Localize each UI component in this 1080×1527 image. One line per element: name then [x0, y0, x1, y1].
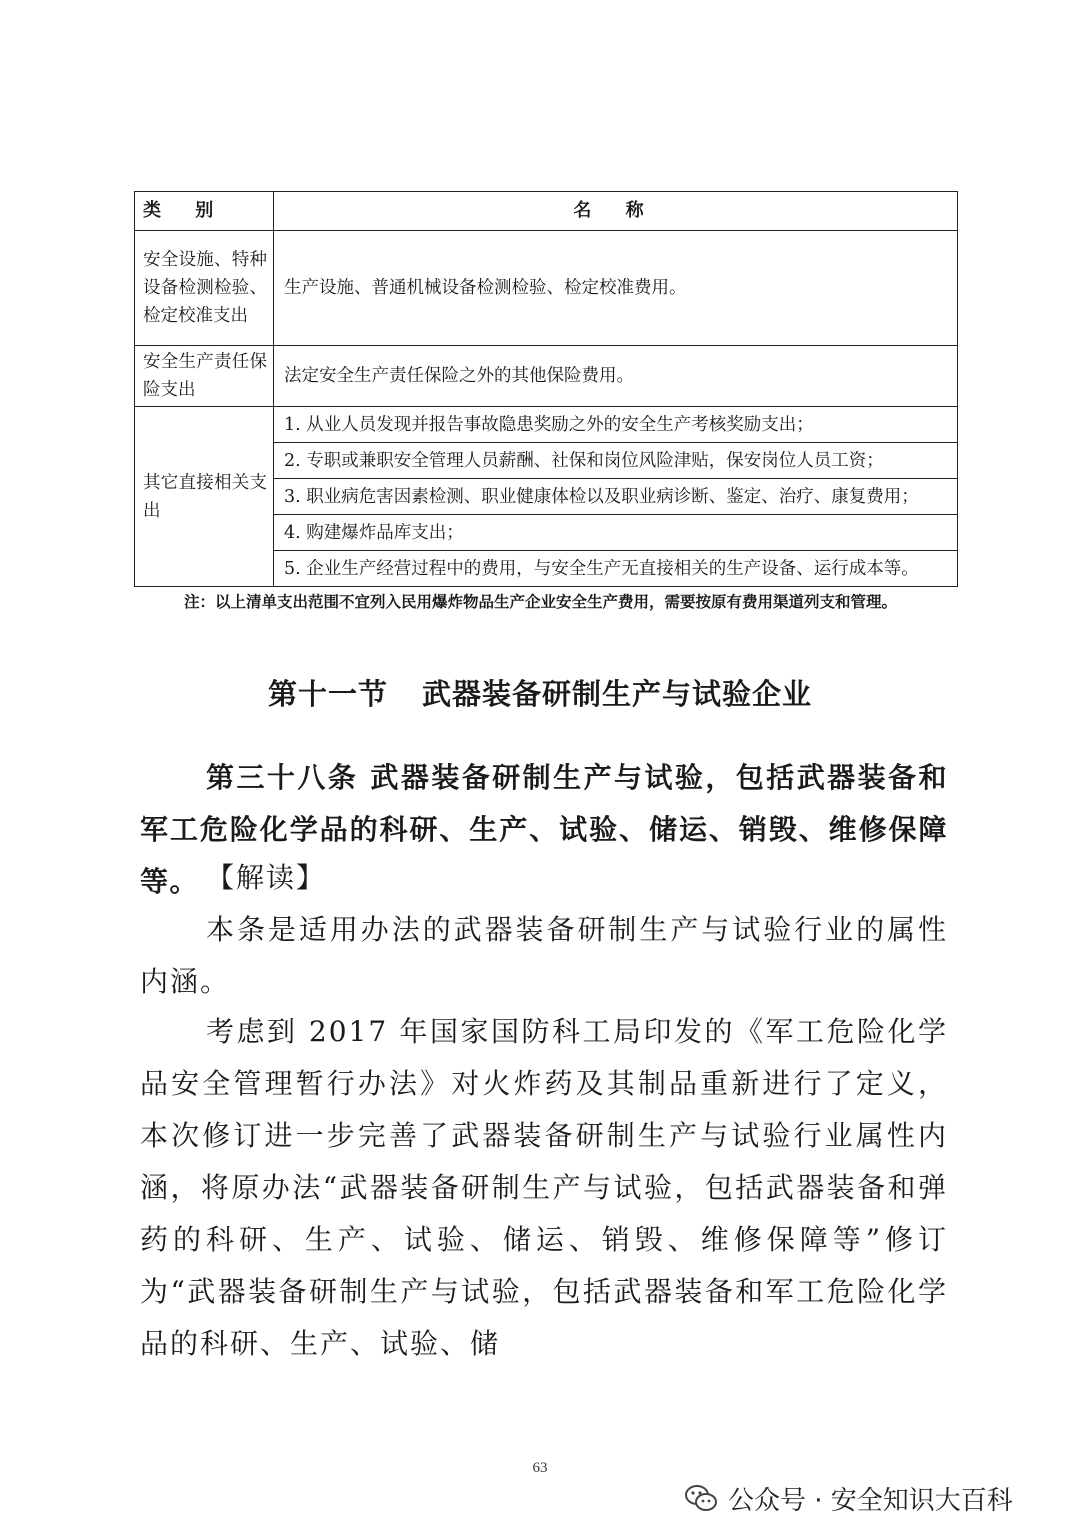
row-item: 1. 从业人员发现并报告事故隐患奖励之外的安全生产考核奖励支出； — [274, 407, 958, 443]
row-category: 安全生产责任保险支出 — [135, 346, 274, 407]
wechat-icon — [684, 1483, 718, 1513]
body-paragraph: 考虑到 2017 年国家国防科工局印发的《军工危险化学品安全管理暂行办法》对火炸药及其制品重新进行了定义，本次修订进一步完善了武器装备研制生产与试验行业属性内涵，将原办法“武器装备研制生产与试验，包括武器装备和弹药的科研、生产、试验、储运、销毁、维修保障等”修订为“武器装备研制生产与试验，包括武器装备和军工危险化学品的科研、生产、试验、储 — [140, 1015, 948, 1360]
row-item: 2. 专职或兼职安全管理人员薪酬、社保和岗位风险津贴，保安岗位人员工资； — [274, 443, 958, 479]
article-text: 第三十八条 武器装备研制生产与试验，包括武器装备和军工危险化学品的科研、生产、试验、储运、销毁、维修保障等。 — [140, 761, 948, 898]
page-number: 63 — [532, 1460, 548, 1476]
watermark — [684, 1476, 1013, 1520]
interpretation-label: 【解读】 — [206, 861, 327, 894]
body-paragraph: 本条是适用办法的武器装备研制生产与试验行业的属性内涵。 — [140, 913, 948, 998]
section-number: 第十一节 — [267, 677, 388, 711]
row-item: 法定安全生产责任保险之外的其他保险费用。 — [274, 346, 958, 407]
table-row — [135, 346, 958, 407]
header-name: 名 称 — [274, 192, 958, 231]
row-item: 4. 购建爆炸品库支出； — [274, 515, 958, 551]
table-header-row — [135, 192, 958, 231]
table-row — [135, 407, 958, 443]
row-item: 3. 职业病危害因素检测、职业健康体检以及职业病诊断、鉴定、治疗、康复费用； — [274, 479, 958, 515]
row-category: 安全设施、特种设备检测检验、检定校准支出 — [135, 231, 274, 346]
table-note: 注：以上清单支出范围不宜列入民用爆炸物品生产企业安全生产费用，需要按原有费用渠道列支和管理。 — [184, 592, 898, 611]
header-category: 类 别 — [135, 192, 274, 231]
section-title — [0, 672, 1080, 713]
section-name: 武器装备研制生产与试验企业 — [422, 677, 813, 711]
expense-table — [134, 191, 958, 587]
row-item: 生产设施、普通机械设备检测检验、检定校准费用。 — [274, 231, 958, 346]
row-category: 其它直接相关支出 — [135, 407, 274, 587]
row-item: 5. 企业生产经营过程中的费用，与安全生产无直接相关的生产设备、运行成本等。 — [274, 551, 958, 587]
watermark-text: 公众号 · 安全知识大百科 — [728, 1485, 1013, 1516]
table-row — [135, 231, 958, 346]
